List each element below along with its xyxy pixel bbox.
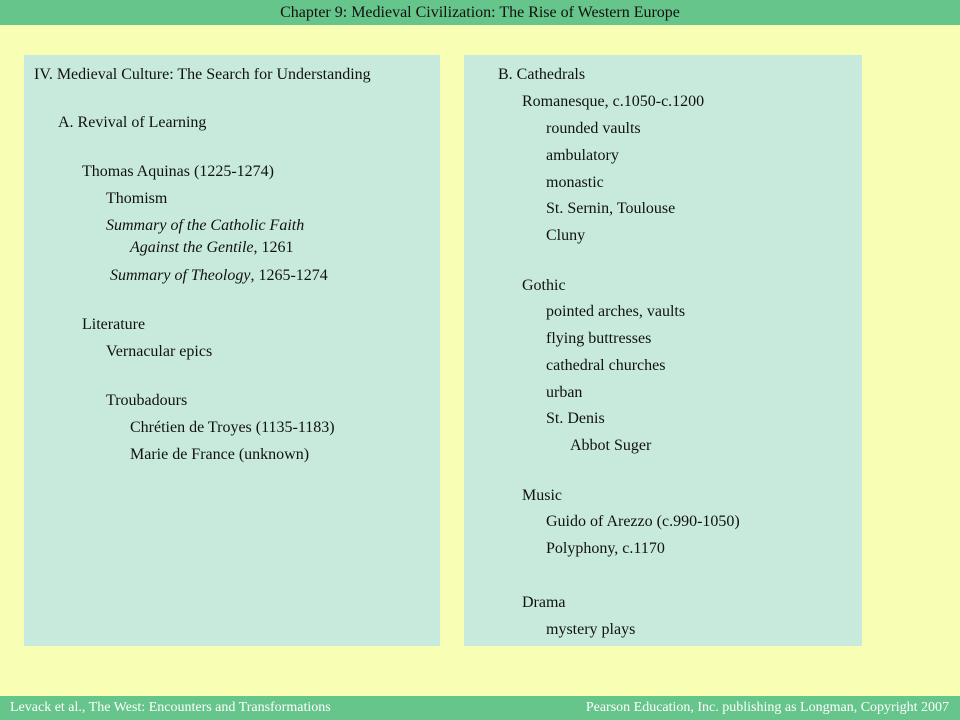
- music-item: Guido of Arezzo (c.990-1050): [546, 513, 740, 530]
- slide-title-bar: [0, 0, 960, 25]
- chretien-item: Chrétien de Troyes (1135-1183): [130, 419, 335, 436]
- drama-item: mystery plays: [546, 621, 636, 638]
- slide-title: Chapter 9: Medieval Civilization: The Rise of Western Europe: [280, 4, 680, 21]
- footer-copyright: Pearson Education, Inc. publishing as Longman, Copyright 2007: [585, 700, 949, 715]
- aquinas-item: Thomas Aquinas (1225-1274): [82, 163, 274, 180]
- footer-bar: [0, 696, 960, 720]
- gothic-item: cathedral churches: [546, 357, 666, 374]
- footer-citation: Levack et al., The West: Encounters and Transformations: [10, 700, 331, 715]
- summa-contra-title-line2: [130, 238, 294, 258]
- section-b-heading: B. Cathedrals: [498, 66, 586, 83]
- romanesque-item: rounded vaults: [546, 120, 641, 137]
- summa-theologica-item: [110, 266, 328, 286]
- romanesque-heading: Romanesque, c.1050-c.1200: [522, 93, 705, 110]
- summa-contra-title-line1: Summary of the Catholic Faith: [106, 217, 305, 234]
- marie-item: Marie de France (unknown): [130, 446, 310, 463]
- drama-heading: Drama: [522, 594, 566, 611]
- outline-heading: IV. Medieval Culture: The Search for Understanding: [34, 66, 371, 83]
- left-panel: [24, 55, 440, 646]
- gothic-item: urban: [546, 384, 583, 401]
- right-panel: [464, 55, 862, 646]
- romanesque-item: Cluny: [546, 227, 586, 244]
- summa-theologica-year: , 1265-1274: [250, 267, 328, 284]
- music-item: Polyphony, c.1170: [546, 540, 665, 557]
- literature-heading: Literature: [82, 316, 146, 333]
- summa-contra-title-part2: Against the Gentile: [130, 239, 254, 256]
- music-heading: Music: [522, 487, 562, 504]
- summa-theologica-title: Summary of Theology: [110, 267, 251, 284]
- romanesque-item: monastic: [546, 174, 604, 191]
- gothic-heading: Gothic: [522, 277, 566, 294]
- romanesque-item: ambulatory: [546, 147, 619, 164]
- summa-contra-year: , 1261: [253, 239, 294, 256]
- thomism-item: Thomism: [106, 190, 168, 207]
- abbot-suger-item: Abbot Suger: [570, 437, 652, 454]
- romanesque-item: St. Sernin, Toulouse: [546, 200, 676, 217]
- section-a-heading: A. Revival of Learning: [58, 114, 207, 131]
- troubadours-heading: Troubadours: [106, 392, 188, 409]
- gothic-item: pointed arches, vaults: [546, 303, 686, 320]
- gothic-item: St. Denis: [546, 410, 605, 427]
- vernacular-item: Vernacular epics: [106, 343, 213, 360]
- gothic-item: flying buttresses: [546, 330, 652, 347]
